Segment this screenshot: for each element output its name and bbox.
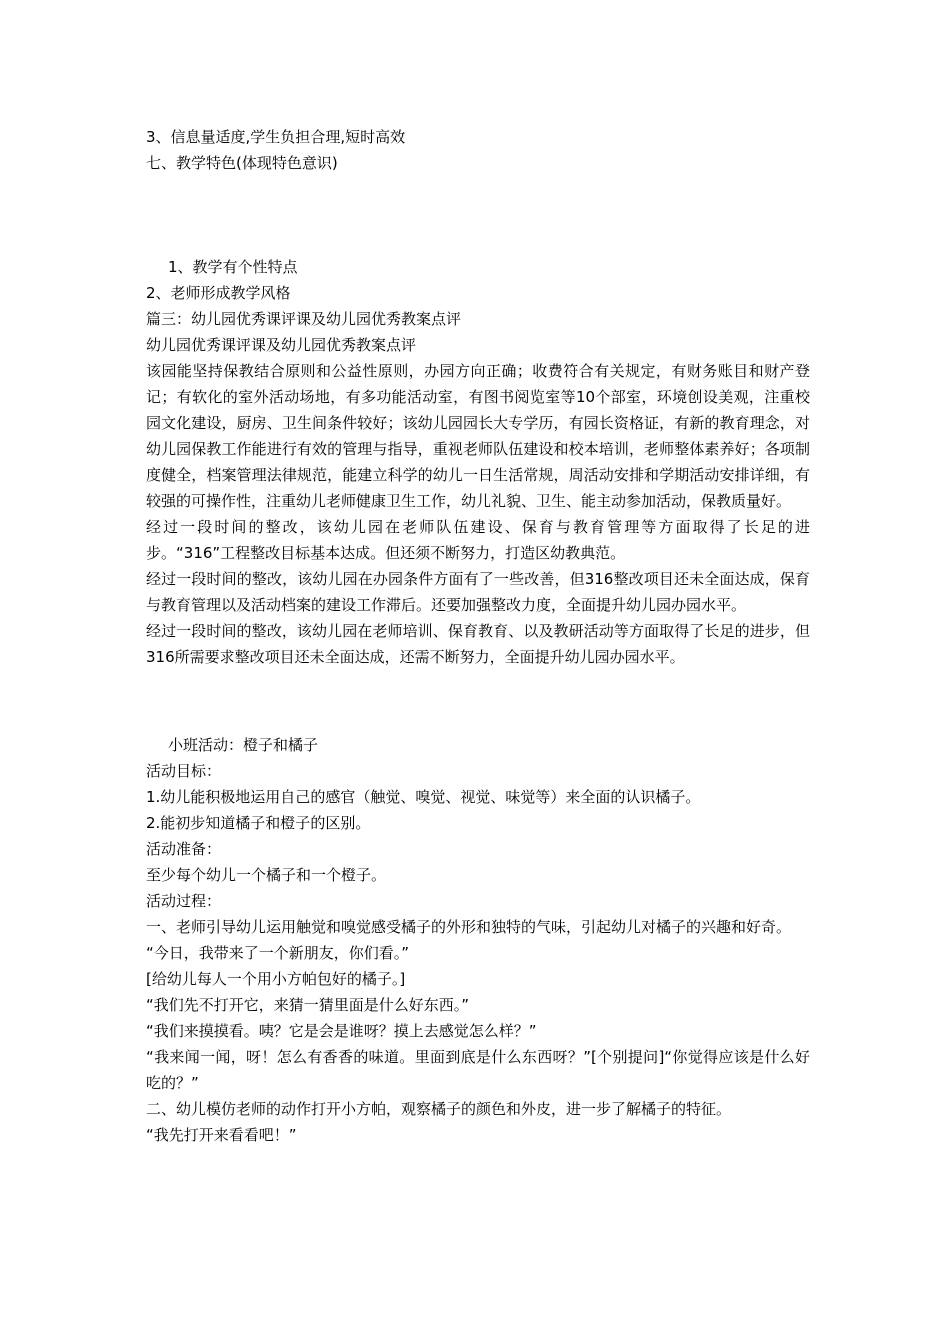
paragraph: 该园能坚持保教结合原则和公益性原则，办园方向正确；收费符合有关规定，有财务账目和财产登记；有软化的室外活动场地，有多功能活动室，有图书阅览室等10个部室，环境创设美观，注重校园文化建设，厨房、卫生间条件较好；该幼儿园园长大专学历，有园长资格证，有新的教育理念，对幼儿园保教工作能进行有效的管理与指导，重视老师队伍建设和校本培训，老师整体素养好；各项制度健全，档案管理法律规范，能建立科学的幼儿一日生活常规，周活动安排和学期活动安排详细，有较强的可操作性，注重幼儿老师健康卫生工作，幼儿礼貌、卫生、能主动参加活动，保教质量好。	[146, 362, 810, 510]
text-line: 3、信息量适度,学生负担合理,短时高效	[146, 128, 406, 146]
text-line: 至少每个幼儿一个橘子和一个橙子。	[146, 866, 387, 884]
label: 活动目标：	[146, 762, 222, 780]
text-line: 二、幼儿模仿老师的动作打开小方帕，观察橘子的颜色和外皮，进一步了解橘子的特征。	[146, 1100, 732, 1118]
list-item: 1.幼儿能积极地运用自己的感官（触觉、嗅觉、视觉、味觉等）来全面的认识橘子。	[146, 788, 701, 806]
paragraph: 一、老师引导幼儿运用触觉和嗅觉感受橘子的外形和独特的气味，引起幼儿对橘子的兴趣和好奇。	[146, 918, 792, 936]
paragraph: 经过一段时间的整改，该幼儿园在老师队伍建设、保育与教育管理等方面取得了长足的进步。“316”工程整改目标基本达成。但还须不断努力，打造区幼教典范。	[146, 518, 810, 562]
list-item: 2.能初步知道橘子和橙子的区别。	[146, 814, 371, 832]
list-item: 1、教学有个性特点	[168, 258, 298, 276]
quote-line: “我们来摸摸看。咦？它是会是谁呀？摸上去感觉怎么样？”	[146, 1022, 537, 1040]
section-title: 篇三：幼儿园优秀课评课及幼儿园优秀教案点评	[146, 310, 462, 328]
activity-heading: 小班活动：橙子和橘子	[168, 736, 319, 754]
quote-line: “我先打开来看看吧！”	[146, 1126, 297, 1144]
quote-line: [给幼儿每人一个用小方帕包好的橘子。]	[146, 970, 406, 988]
paragraph: 经过一段时间的整改，该幼儿园在老师培训、保育教育、以及教研活动等方面取得了长足的进步，但316所需要求整改项目还未全面达成，还需不断努力，全面提升幼儿园办园水平。	[146, 622, 810, 666]
paragraph: “我来闻一闻，呀！怎么有香香的味道。里面到底是什么东西呀？”[个别提问]“你觉得应该是什么好吃的？”	[146, 1048, 810, 1092]
quote-line: “我们先不打开它，来猜一猜里面是什么好东西。”	[146, 996, 470, 1014]
text-line: 七、教学特色(体现特色意识)	[146, 154, 338, 172]
document-page	[146, 124, 810, 1148]
label: 活动过程：	[146, 892, 222, 910]
paragraph: 经过一段时间的整改，该幼儿园在办园条件方面有了一些改善，但316整改项目还未全面达成，保育与教育管理以及活动档案的建设工作滞后。还要加强整改力度，全面提升幼儿园办园水平。	[146, 570, 810, 614]
section-subtitle: 幼儿园优秀课评课及幼儿园优秀教案点评	[146, 336, 417, 354]
list-item: 2、老师形成教学风格	[146, 284, 291, 302]
spacer	[146, 670, 810, 732]
quote-line: “今日，我带来了一个新朋友，你们看。”	[146, 944, 410, 962]
label: 活动准备：	[146, 840, 222, 858]
spacer	[146, 176, 810, 254]
